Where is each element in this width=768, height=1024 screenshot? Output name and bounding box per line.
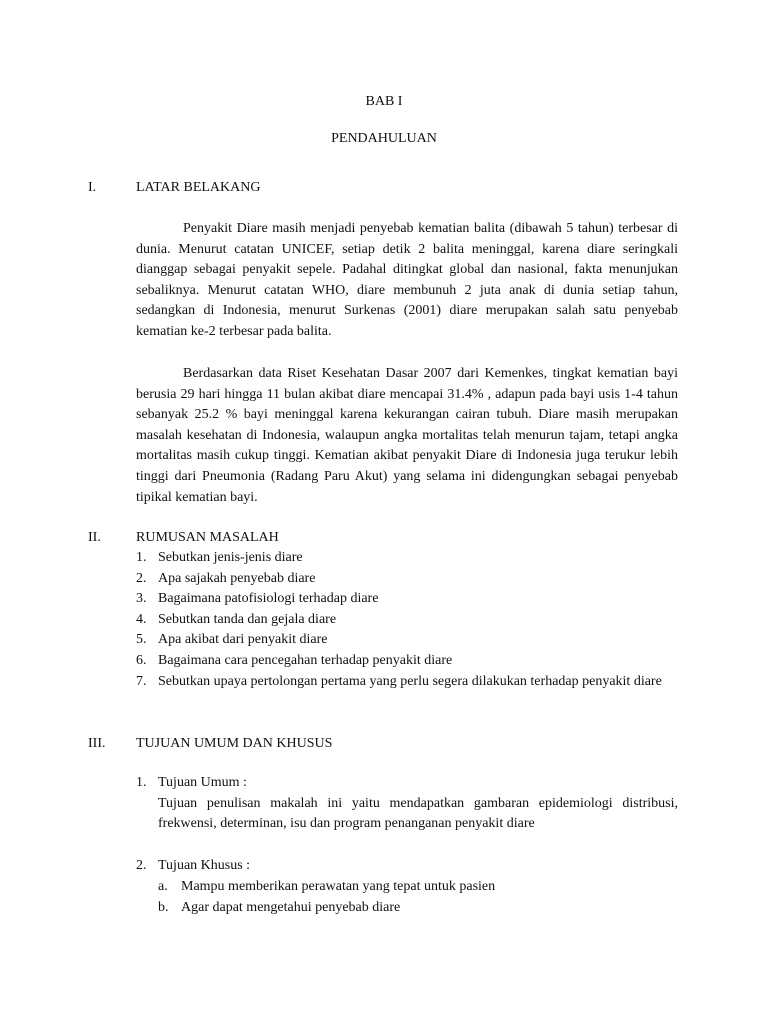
section-3-title: TUJUAN UMUM DAN KHUSUS	[136, 736, 333, 751]
general-objective	[136, 773, 678, 835]
specific-objective-title: Tujuan Khusus :	[158, 858, 251, 873]
list-item	[136, 651, 678, 672]
list-text: Sebutkan upaya pertolongan pertama yang perlu segera dilakukan terhadap penyakit diare	[158, 673, 662, 689]
list-text: Agar dapat mengetahui penyebab diare	[181, 899, 401, 915]
specific-objective	[136, 856, 678, 877]
problem-list	[136, 548, 678, 692]
list-item	[158, 877, 678, 898]
list-number: 3.	[136, 591, 147, 607]
list-text: Bagaimana cara pencegahan terhadap penyakit diare	[158, 652, 453, 668]
chapter-label: BAB I	[365, 94, 403, 109]
background-paragraph-2: Berdasarkan data Riset Kesehatan Dasar 2007 dari Kemenkes, tingkat kematian bayi berusia 29 hari hingga 11 bulan akibat diare mencapai 31.4% , adapun pada bayi usis 1-4 tahun sebanyak 25.2 % bayi meninggal karena kekurangan cairan tubuh. Diare masih merupakan masalah kesehatan di Indonesia, walaupun angka mortalitas telah menurun tajam, tetapi angka mortalitas masih cukup tinggi. Kematian akibat penyakit Diare di Indonesia juga terukur lebih tinggi dari Pneumonia (Radang Paru Akut) yang selama ini didengungkan sebagai penyebab tipikal kematian bayi.	[136, 366, 678, 505]
list-item	[136, 589, 678, 610]
list-number: 1.	[136, 775, 147, 790]
list-item	[136, 630, 678, 651]
section-1-title: LATAR BELAKANG	[136, 180, 261, 195]
list-text: Mampu memberikan perawatan yang tepat untuk pasien	[181, 879, 496, 894]
list-number: 2.	[136, 858, 147, 873]
list-text: Apa sajakah penyebab diare	[158, 570, 316, 586]
list-item	[136, 672, 678, 693]
list-text: Sebutkan tanda dan gejala diare	[158, 611, 337, 627]
list-letter: a.	[158, 879, 168, 894]
list-text: Apa akibat dari penyakit diare	[158, 632, 328, 648]
list-item	[136, 569, 678, 590]
list-item	[136, 610, 678, 631]
section-3-numeral: III.	[88, 736, 106, 751]
general-objective-title: Tujuan Umum :	[158, 775, 247, 790]
list-text: Bagaimana patofisiologi terhadap diare	[158, 591, 379, 607]
list-number: 6.	[136, 652, 147, 668]
list-letter: b.	[158, 899, 169, 915]
specific-objective-list	[158, 877, 678, 918]
list-item	[158, 898, 678, 919]
background-paragraph-1: Penyakit Diare masih menjadi penyebab kematian balita (dibawah 5 tahun) terbesar di dunia. Menurut catatan UNICEF, setiap detik 2 balita meninggal, karena diare seringkali dianggap sebagai penyakit sepele. Padahal ditingkat global dan nasional, fakta menunjukan sebaliknya. Menurut catatan WHO, diare membunuh 2 juta anak di dunia setiap tahun, sedangkan di Indonesia, menurut Surkenas (2001) diare merupakan salah satu penyebab kematian ke-2 terbesar pada balita.	[136, 221, 678, 339]
list-number: 1.	[136, 550, 147, 565]
list-number: 5.	[136, 632, 147, 648]
section-2-title: RUMUSAN MASALAH	[136, 530, 279, 545]
list-number: 7.	[136, 673, 147, 689]
list-text: Sebutkan jenis-jenis diare	[158, 550, 303, 565]
chapter-title: PENDAHULUAN	[331, 131, 437, 146]
list-number: 2.	[136, 570, 147, 586]
section-2-numeral: II.	[88, 530, 101, 545]
section-1-numeral: I.	[88, 180, 97, 195]
list-item	[136, 548, 678, 569]
general-objective-text: Tujuan penulisan makalah ini yaitu mendapatkan gambaran epidemiologi distribusi, frekwensi, determinan, isu dan program penanganan penyakit diare	[158, 795, 678, 832]
list-number: 4.	[136, 611, 147, 627]
